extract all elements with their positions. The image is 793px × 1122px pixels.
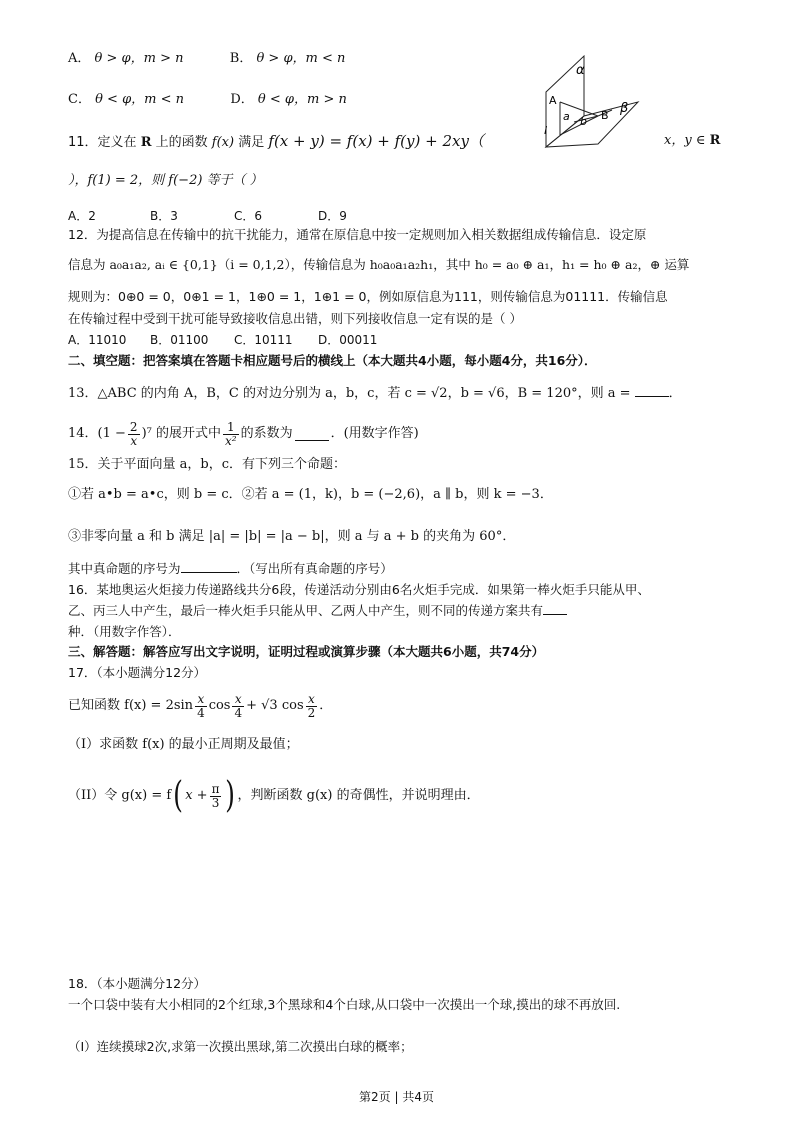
q12-line3: 规则为：0⊕0 = 0，0⊕1 = 1，1⊕0 = 1，1⊕1 = 0，例如原信息为111，则传输信息为01111．传输信息 bbox=[68, 289, 668, 304]
q10-options-row1 bbox=[68, 50, 345, 68]
section-3-heading: 三、解答题：解答应写出文字说明，证明过程或演算步骤（本大题共6小题，共74分） bbox=[68, 644, 545, 659]
q11-line2: ），f(1) = 2，则 f(−2) 等于（ ） bbox=[68, 173, 263, 188]
q13: 13．△ABC 的内角 A，B，C 的对边分别为 a，b，c，若 c = √2，b = √6，B = 120°，则 a = ． bbox=[68, 386, 682, 401]
q14-answer-blank[interactable] bbox=[295, 428, 329, 441]
q11-option-d: D．9 bbox=[318, 209, 347, 223]
q10-option-a-text: θ > φ，m > n bbox=[94, 51, 184, 66]
q15-line2: ①若 a•b = a•c，则 b = c．②若 a = (1，k)，b = (−2,6)，a ∥ b，则 k = −3． bbox=[68, 487, 553, 502]
q18-line1: 一个口袋中装有大小相同的2个红球,3个黑球和4个白球,从口袋中一次摸出一个球,摸出的球不再放回. bbox=[68, 997, 621, 1012]
q10-option-b-label: B． bbox=[229, 51, 253, 66]
real-set-r: R bbox=[140, 135, 152, 150]
q18-part1: （I）连续摸球2次,求第一次摸出黑球,第二次摸出白球的概率； bbox=[68, 1039, 413, 1054]
q17-fraction-pi-over-3: $\frac{\pi}{3}$ bbox=[211, 781, 220, 810]
label-line-b: b bbox=[580, 115, 587, 128]
q12-options bbox=[68, 331, 377, 349]
q10-option-c-label: C． bbox=[68, 92, 91, 107]
q12-line2: 信息为 a₀a₁a₂, aᵢ ∈ {0,1}（i = 0,1,2），传输信息为 h₀a₀a₁a₂h₁，其中 h₀ = a₀ ⊕ a₁，h₁ = h₀ ⊕ a₂，⊕ 运算 bbox=[68, 257, 690, 272]
label-line-l: l bbox=[544, 124, 548, 137]
q10-options-row2 bbox=[68, 91, 347, 109]
q17-given: 已知函数 f(x) = 2sin $\frac{x}{4}$ cos $\frac{x}{4}$ + √3 cos $\frac{x}{2}$ ． bbox=[68, 691, 333, 720]
q10-option-d-label: D． bbox=[230, 92, 254, 107]
q10-option-d-text: θ < φ，m > n bbox=[257, 92, 347, 107]
q11-equation: f(x + y) = f(x) + f(y) + 2xy（ bbox=[268, 132, 484, 150]
q11-xy-domain: x，y ∈ R bbox=[664, 133, 721, 148]
q10-option-c-text: θ < φ，m < n bbox=[95, 92, 185, 107]
q11-line1: 11．定义在 R 上的函数 f(x) 满足 f(x + y) = f(x) + f(y) + 2xy（ bbox=[68, 132, 484, 150]
label-point-a: A bbox=[549, 94, 557, 107]
section-2-heading: 二、填空题：把答案填在答题卡相应题号后的横线上（本大题共4小题，每小题4分，共16分）． bbox=[68, 353, 597, 368]
q17-part1: （I）求函数 f(x) 的最小正周期及最值； bbox=[68, 737, 299, 752]
q17-heading: 17．（本小题满分12分） bbox=[68, 665, 207, 680]
q11-option-a: A．2 bbox=[68, 209, 96, 223]
q17-fraction-x-over-4a: $\frac{x}{4}$ bbox=[197, 691, 205, 720]
q17-fraction-x-over-2: $\frac{x}{2}$ bbox=[307, 691, 316, 720]
q15-line3: ③非零向量 a 和 b 满足 |a| = |b| = |a − b|，则 a 与 a + b 的夹角为 60°． bbox=[68, 529, 516, 544]
q12-line1: 12．为提高信息在传输中的抗干扰能力，通常在原信息中按一定规则加入相关数据组成传输信息．设定原 bbox=[68, 227, 647, 242]
q11-option-b: B．3 bbox=[150, 209, 178, 223]
label-point-b: B bbox=[601, 109, 609, 122]
q11-option-c: C．6 bbox=[234, 209, 263, 223]
q16-line2: 乙、丙三人中产生，最后一棒火炬手只能从甲、乙两人中产生，则不同的传递方案共有 bbox=[68, 602, 567, 620]
q13-answer-blank[interactable] bbox=[635, 384, 669, 397]
q14-fraction-2-over-x: $\frac{2}{x}$ bbox=[129, 419, 138, 448]
q13-text: 13．△ABC 的内角 A，B，C 的对边分别为 a，b，c，若 c = √2，b = √6，B = 120°，则 a = bbox=[68, 386, 631, 401]
label-beta: β bbox=[620, 101, 629, 116]
q12-option-a: A．11010 bbox=[68, 333, 127, 347]
q14-fraction-1-over-x2: $\frac{1}{\text{x²}}$ bbox=[224, 419, 237, 448]
q17-fraction-x-over-4b: $\frac{x}{4}$ bbox=[234, 691, 243, 720]
q16-answer-blank[interactable] bbox=[543, 602, 567, 615]
page-footer: 第2页 | 共4页 bbox=[359, 1090, 434, 1104]
q17-part2: （II）令 g(x) = f ( x + $\frac{\pi}{3}$ ) ，判断函数 g(x) 的奇偶性，并说明理由． bbox=[68, 775, 480, 816]
q14: 14．(1 − $\frac{2}{x}$ )⁷ 的展开式中 $\frac{1}{\text{x²}}$ 的系数为 ．(用数字作答) bbox=[68, 419, 419, 448]
label-alpha: α bbox=[576, 63, 585, 78]
q11-options bbox=[68, 207, 347, 225]
q10-option-b-text: θ > φ，m < n bbox=[256, 51, 346, 66]
q15-line4: 其中真命题的序号为 ．（写出所有真命题的序号） bbox=[68, 561, 393, 576]
q18-heading: 18．（本小题满分12分） bbox=[68, 976, 207, 991]
q12-option-b: B．01100 bbox=[150, 333, 209, 347]
q16-line1: 16．某地奥运火炬接力传递路线共分6段，传递活动分别由6名火炬手完成．如果第一棒火炬手只能从甲、 bbox=[68, 582, 650, 597]
q12-line4: 在传输过程中受到干扰可能导致接收信息出错，则下列接收信息一定有误的是（ ） bbox=[68, 311, 522, 326]
label-line-a: a bbox=[563, 110, 570, 123]
q16-line3: 种．（用数字作答）． bbox=[68, 624, 181, 639]
q12-option-d: D．00011 bbox=[318, 333, 378, 347]
q15-line1: 15．关于平面向量 a，b，c．有下列三个命题： bbox=[68, 457, 347, 472]
q12-option-c: C．10111 bbox=[234, 333, 293, 347]
q10-option-a-label: A． bbox=[68, 51, 91, 66]
dihedral-angle-figure bbox=[538, 52, 644, 150]
q15-answer-blank[interactable] bbox=[181, 560, 237, 573]
